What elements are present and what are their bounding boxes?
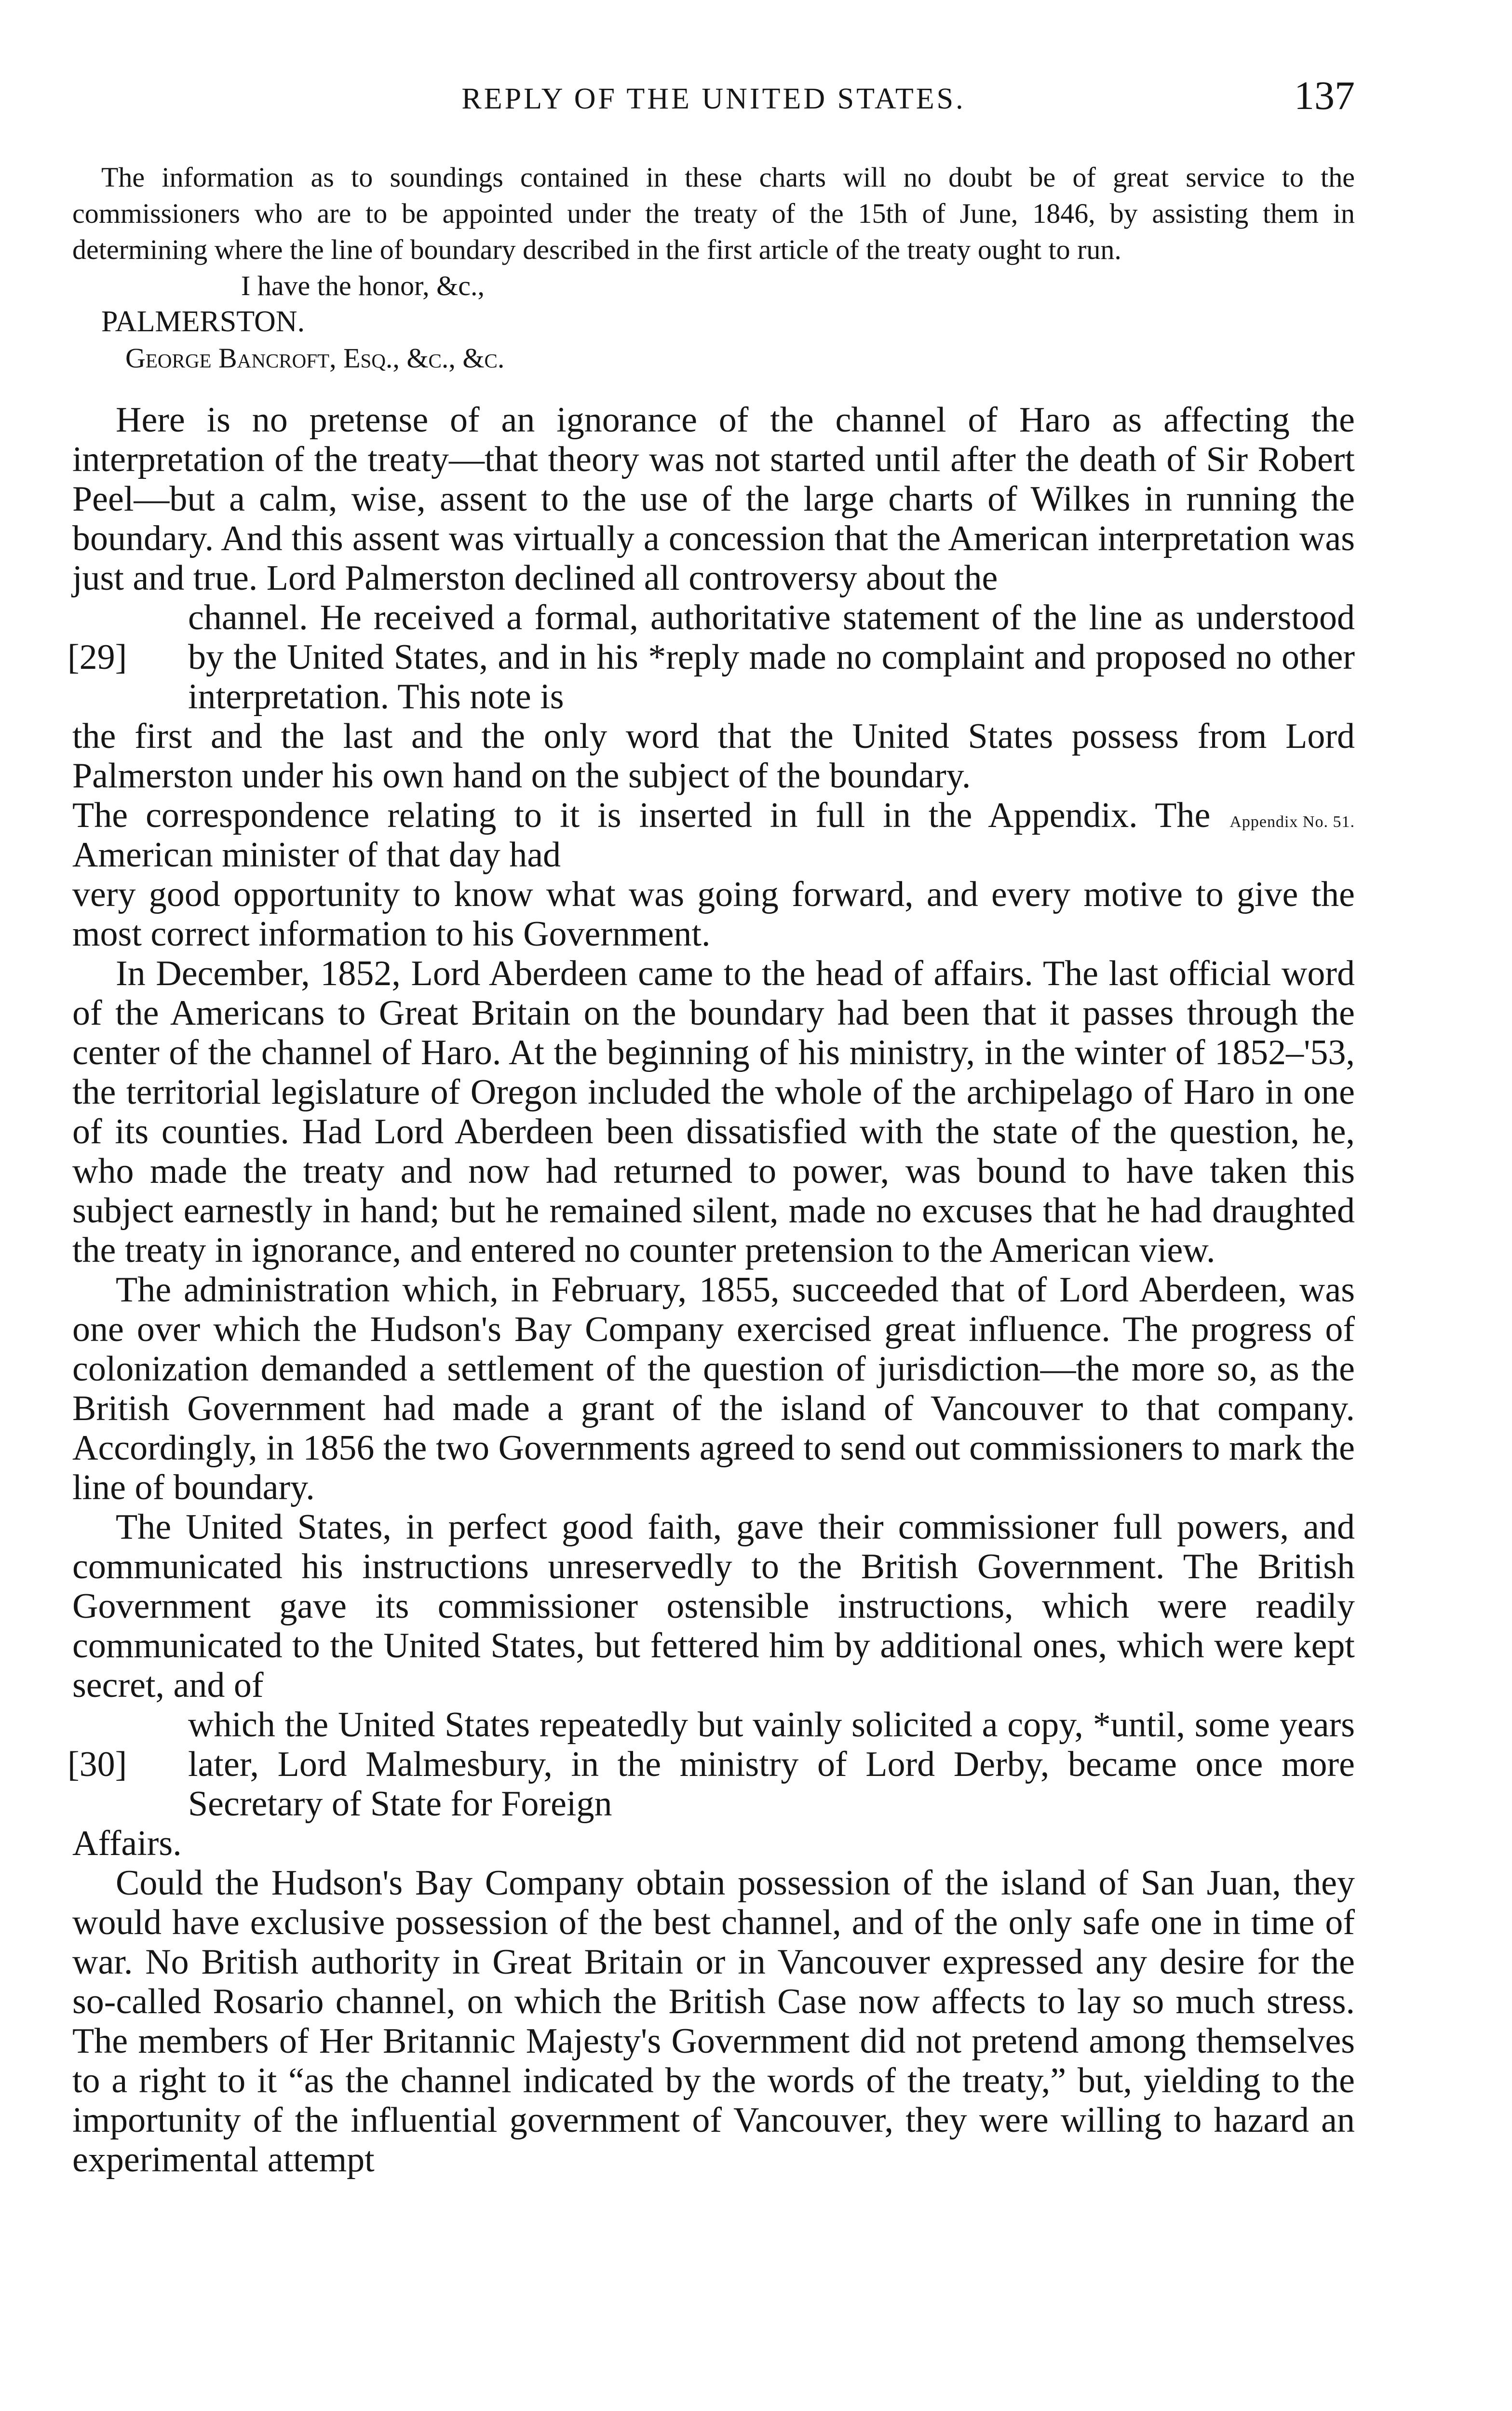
- running-title: REPLY OF THE UNITED STATES.: [461, 82, 966, 115]
- hanging-block-30: [68, 1705, 1355, 1824]
- paragraph-3: The administration which, in February, 1855, succeeded that of Lord Aberdeen, was one over which the Hudson's Bay Company exercised great influence. The progress of colonization demanded a settlement of the question of jurisdiction—the more so, as the British Government had made a grant of the island of Vancouver to that company. Accordingly, in 1856 the two Governments agreed to send out commissioners to mark the line of boundary.: [72, 1270, 1355, 1507]
- paragraph-1c: the first and the last and the only word that the United States possess from Lord Palmerston under his own hand on the subject of the boundary.: [72, 717, 1355, 796]
- letter-closing: I have the honor, &c.,: [241, 270, 485, 301]
- page-header: [72, 72, 1355, 140]
- body-text: [68, 400, 1355, 2180]
- letter-addressee: George Bancroft, Esq., &c., &c.: [125, 342, 505, 374]
- paragraph-4c: Affairs.: [72, 1824, 182, 1863]
- paragraph-2: In December, 1852, Lord Aberdeen came to the head of affairs. The last official word of the Americans to Great Britain on the boundary had been that it passes through the center of the channel of Haro. At the beginning of his ministry, in the winter of 1852–'53, the territorial legislature of Oregon included the whole of the archipelago of Haro in one of its counties. Had Lord Aberdeen been dissatisfied with the state of the question, he, who made the treaty and now had returned to power, was bound to have taken this subject earnestly in hand; but he remained silent, made no excuses that he had draughted the treaty in ignorance, and entered no counter pretension to the American view.: [72, 954, 1355, 1270]
- paragraph-4b: which the United States repeatedly but vainly solicited a copy, *until, some years later, Lord Malmesbury, in the ministry of Lord Derby, became once more Secretary of State for Foreign: [188, 1705, 1355, 1824]
- paragraph-5: Could the Hudson's Bay Company obtain possession of the island of San Juan, they would have exclusive possession of the best channel, and of the only safe one in time of war. No British authority in Great Britain or in Vancouver expressed any desire for the so-called Rosario channel, on which the British Case now affects to lay so much stress. The members of Her Britannic Majesty's Government did not pretend among themselves to a right to it “as the channel indicated by the words of the treaty,” but, yielding to the importunity of the influential government of Vancouver, they were willing to hazard an experimental attempt: [72, 1863, 1355, 2180]
- letter-excerpt: [72, 159, 1355, 376]
- hanging-block-29: [68, 598, 1355, 717]
- page-marker-30: [30]: [68, 1745, 127, 1784]
- page-number: 137: [1294, 73, 1355, 118]
- paragraph-1a: Here is no pretense of an ignorance of the channel of Haro as affecting the interpretation of the treaty—that theory was not started until after the death of Sir Robert Peel—but a calm, wise, assent to the use of the large charts of Wilkes in running the boundary. And this assent was virtually a concession that the American interpretation was just and true. Lord Palmerston declined all controversy about the: [72, 400, 1355, 598]
- paragraph-1b: channel. He received a formal, authoritative statement of the line as understood by the United States, and in his *reply made no complaint and proposed no other interpretation. This note is: [188, 598, 1355, 717]
- paragraph-1d: The correspondence relating to it is inserted in full in the Appendix. The American minister of that day had: [72, 796, 1211, 875]
- page-marker-29: [29]: [68, 637, 127, 677]
- appendix-reference-row: [72, 796, 1355, 875]
- paragraph-1e: very good opportunity to know what was going forward, and every motive to give the most correct information to his Government.: [72, 875, 1355, 954]
- letter-paragraph: The information as to soundings contained in these charts will no doubt be of great service to the commissioners who are to be appointed under the treaty of the 15th of June, 1846, by assisting them in determining where the line of boundary described in the first article of the treaty ought to run.: [72, 162, 1355, 265]
- letter-signature: PALMERSTON.: [101, 305, 305, 338]
- paragraph-4a: The United States, in perfect good faith, gave their commissioner full powers, and communicated his instructions unreservedly to the British Government. The British Government gave its commissioner ostensible instructions, which were readily communicated to the United States, but fettered him by additional ones, which were kept secret, and of: [72, 1507, 1355, 1705]
- appendix-side-note: Appendix No. 51.: [1229, 813, 1355, 831]
